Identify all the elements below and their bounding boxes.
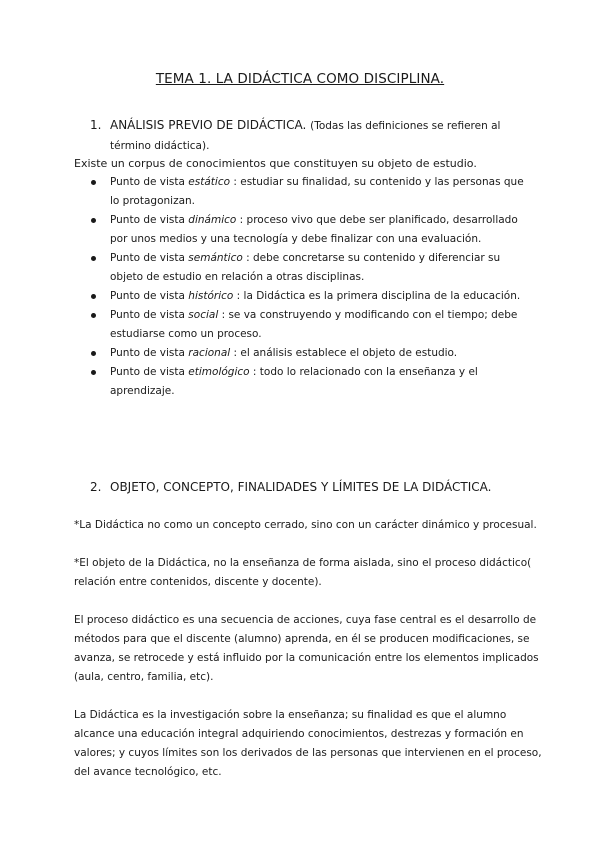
section-1-note: (Todas las definiciones se refieren al término didáctica). <box>110 120 501 152</box>
note-2: *El objeto de la Didáctica, no la enseñanza de forma aislada, sino el proceso didáctico( relación entre contenidos, discente y docente). <box>74 557 532 588</box>
section-1-title: ANÁLISIS PREVIO DE DIDÁCTICA. <box>110 118 307 132</box>
intro-text: Existe un corpus de conocimientos que constituyen su objeto de estudio. <box>74 157 477 170</box>
list-item-text: : todo lo relacionado con la enseñanza y el aprendizaje. <box>110 366 478 397</box>
bullet-icon <box>91 313 96 318</box>
list-item-prefix: Punto de vista <box>110 252 189 264</box>
list-item-prefix: Punto de vista <box>110 214 189 226</box>
list-item-prefix: Punto de vista <box>110 347 189 359</box>
list-item-prefix: Punto de vista <box>110 366 189 378</box>
list-item-text: : estudiar su finalidad, su contenido y las personas que lo protagonizan. <box>110 176 524 207</box>
bullet-icon <box>91 370 96 375</box>
list-item-term: racional <box>188 347 231 359</box>
bullet-icon <box>91 218 96 223</box>
list-item <box>90 306 530 344</box>
list-item-text: : el análisis establece el objeto de estudio. <box>230 347 458 359</box>
section-2-title: OBJETO, CONCEPTO, FINALIDADES Y LÍMITES DE LA DIDÁCTICA. <box>110 480 492 494</box>
list-item-term: social <box>188 309 219 321</box>
bullet-icon <box>91 294 96 299</box>
viewpoints-list <box>90 173 530 401</box>
bullet-icon <box>91 256 96 261</box>
paragraph-2: La Didáctica es la investigación sobre la enseñanza; su finalidad es que el alumno alcance una educación integral adquiriendo conocimientos, destrezas y formación en valores; y cuyos límites son los derivados de las personas que intervienen en el proceso, del avance tecnológico, etc. <box>74 709 542 778</box>
note-1: *La Didáctica no como un concepto cerrado, sino con un carácter dinámico y procesual. <box>74 519 537 531</box>
list-item-prefix: Punto de vista <box>110 290 189 302</box>
list-item-term: histórico <box>188 290 234 302</box>
list-item-text: : proceso vivo que debe ser planificado, desarrollado por unos medios y una tecnología y debe finalizar con una evaluación. <box>110 214 518 245</box>
list-item-term: estático <box>188 176 231 188</box>
list-item-prefix: Punto de vista <box>110 309 189 321</box>
section-1-heading <box>90 116 540 156</box>
list-item-term: dinámico <box>188 214 237 226</box>
list-item <box>90 211 530 249</box>
list-item-text: : la Didáctica es la primera disciplina de la educación. <box>233 290 521 302</box>
list-item-text: : se va construyendo y modificando con el tiempo; debe estudiarse como un proceso. <box>110 309 518 340</box>
section-2-number: 2. <box>90 480 102 494</box>
list-item <box>90 363 530 401</box>
bullet-icon <box>91 351 96 356</box>
bullet-icon <box>91 180 96 185</box>
paragraph-1: El proceso didáctico es una secuencia de acciones, cuya fase central es el desarrollo de métodos para que el discente (alumno) aprenda, en él se producen modificaciones, se avanza, se retrocede y está influido por la comunicación entre los elementos implicados (aula, centro, familia, etc). <box>74 614 539 683</box>
list-item <box>90 344 530 363</box>
list-item-prefix: Punto de vista <box>110 176 189 188</box>
section-1-number: 1. <box>90 118 102 132</box>
page-title: TEMA 1. LA DIDÁCTICA COMO DISCIPLINA. <box>155 71 445 87</box>
section-2-heading <box>90 478 540 497</box>
list-item-text: : debe concretarse su contenido y diferenciar su objeto de estudio en relación a otras disciplinas. <box>110 252 501 283</box>
list-item <box>90 249 530 287</box>
list-item-term: semántico <box>188 252 243 264</box>
list-item <box>90 287 530 306</box>
list-item <box>90 173 530 211</box>
list-item-term: etimológico <box>188 366 250 378</box>
